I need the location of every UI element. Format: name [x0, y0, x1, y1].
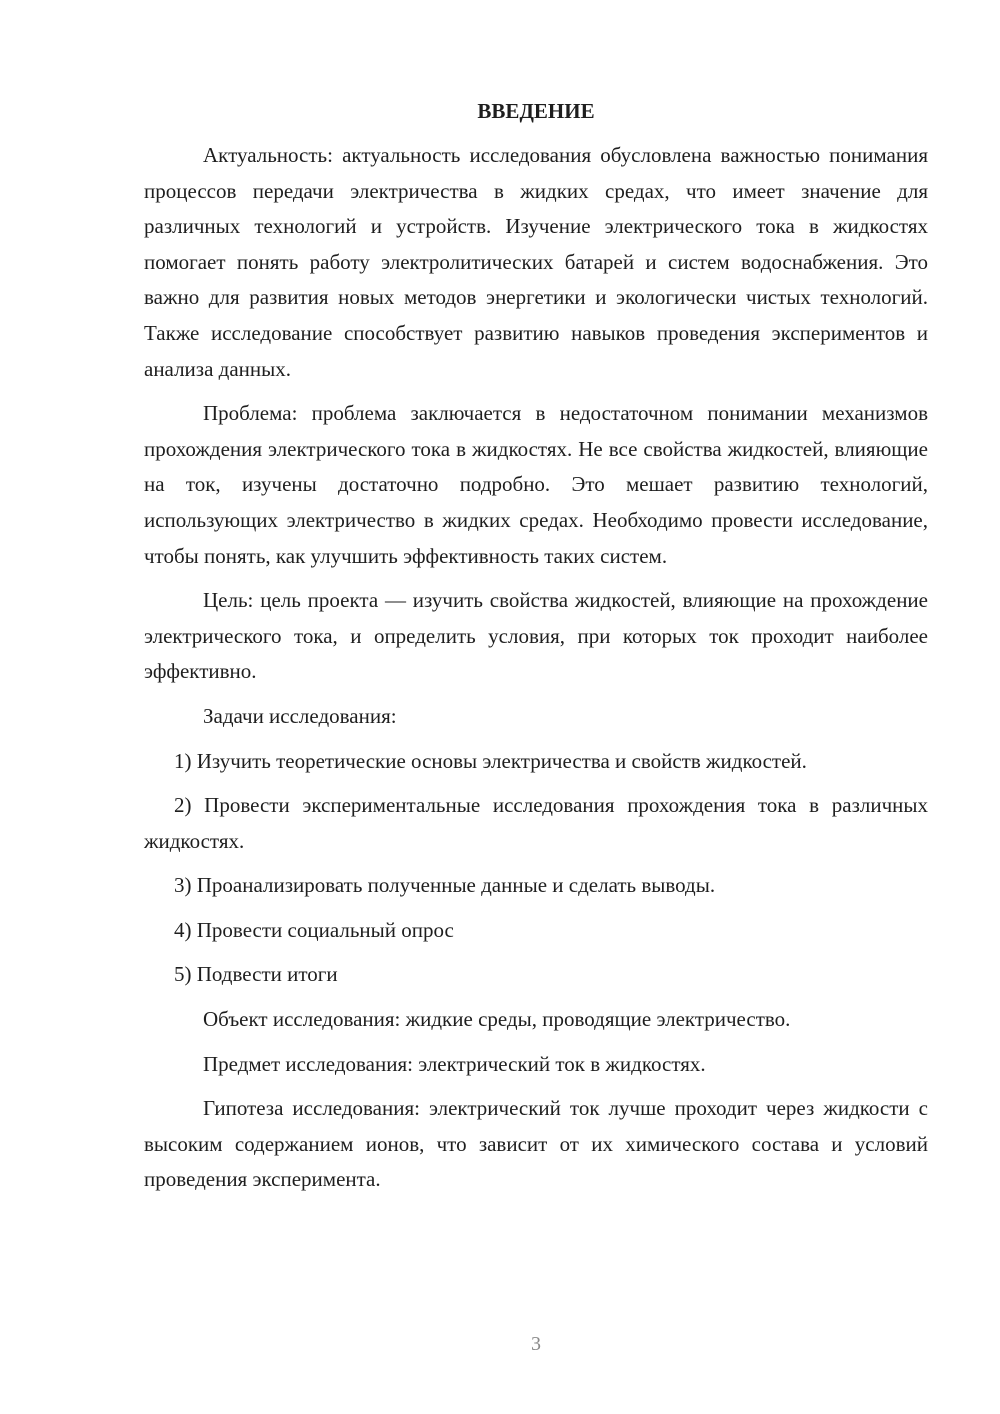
section-title: ВВЕДЕНИЕ	[477, 99, 595, 123]
tasks-heading: Задачи исследования:	[203, 703, 397, 728]
paragraph-hypothesis: Гипотеза исследования: электрический ток лучше проходит через жидкости с высоким содержанием ионов, что зависит от их химического состава и условий проведения эксперимента.	[144, 1096, 928, 1192]
task-item: 2) Провести экспериментальные исследования прохождения тока в различных жидкостях.	[144, 793, 928, 853]
page-content	[144, 96, 928, 1207]
task-item: 3) Проанализировать полученные данные и сделать выводы.	[174, 873, 716, 898]
task-item: 5) Подвести итоги	[174, 962, 338, 987]
paragraph-object: Объект исследования: жидкие среды, проводящие электричество.	[203, 1007, 791, 1032]
paragraph-relevance: Актуальность: актуальность исследования обусловлена важностью понимания процессов передачи электричества в жидких средах, что имеет значение для различных технологий и устройств. Изучение электрического тока в жидкостях помогает понять работу электролитических батарей и систем водоснабжения. Это важно для развития новых методов энергетики и экологически чистых технологий. Также исследование способствует развитию навыков проведения экспериментов и анализа данных.	[144, 143, 928, 381]
task-item: 1) Изучить теоретические основы электричества и свойств жидкостей.	[174, 748, 807, 773]
paragraph-problem: Проблема: проблема заключается в недостаточном понимании механизмов прохождения электрического тока в жидкостях. Не все свойства жидкостей, влияющие на ток, изучены достаточно подробно. Это мешает развитию технологий, использующих электричество в жидких средах. Необходимо провести исследование, чтобы понять, как улучшить эффективность таких систем.	[144, 401, 928, 568]
page-number: 3	[531, 1333, 541, 1355]
paragraph-subject: Предмет исследования: электрический ток в жидкостях.	[203, 1051, 706, 1076]
paragraph-goal: Цель: цель проекта — изучить свойства жидкостей, влияющие на прохождение электрического тока, и определить условия, при которых ток проходит наиболее эффективно.	[144, 588, 928, 684]
task-item: 4) Провести социальный опрос	[174, 917, 454, 942]
